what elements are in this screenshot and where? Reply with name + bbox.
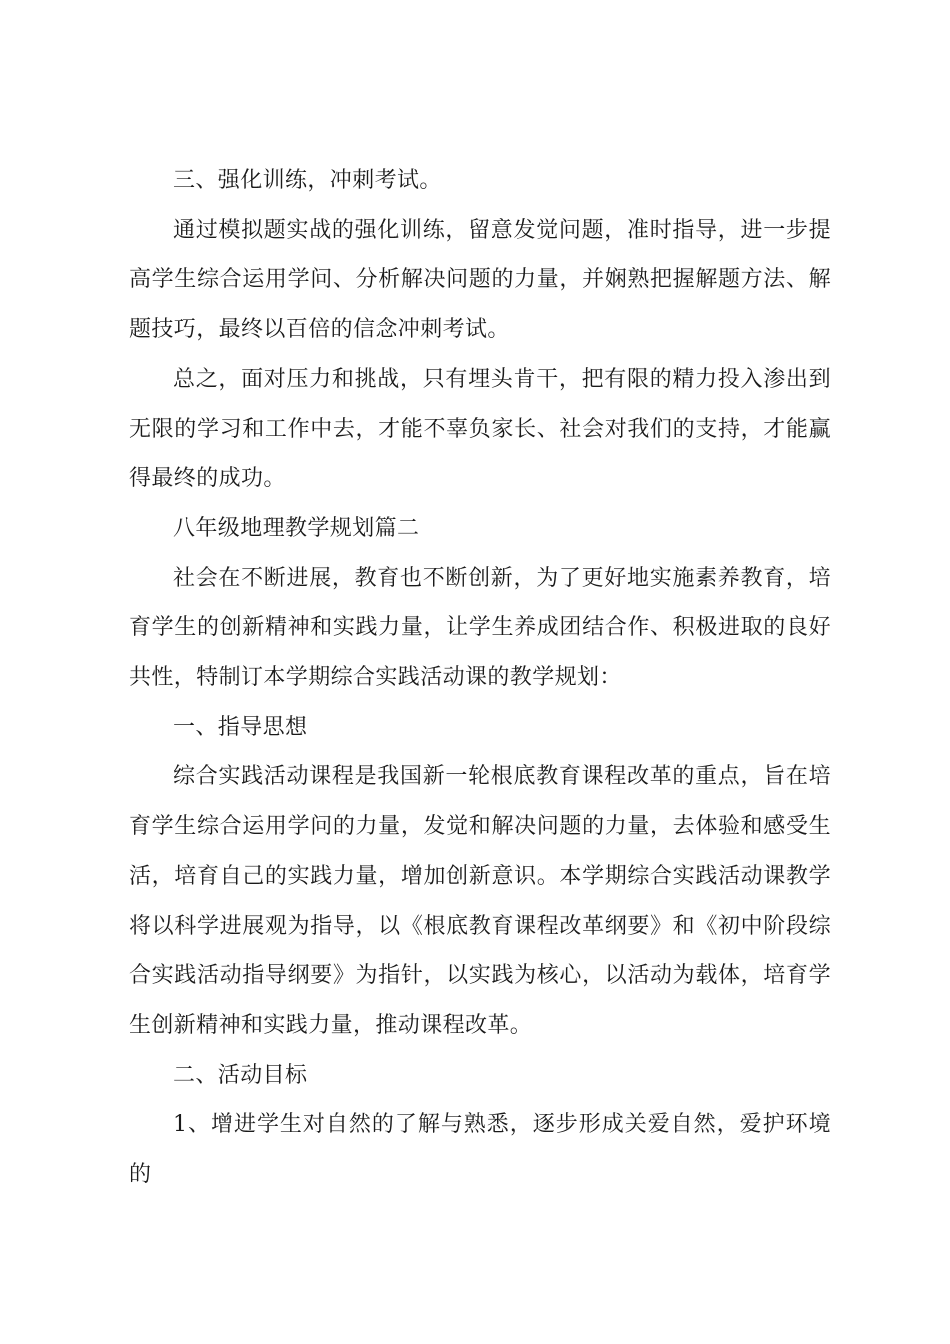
- article-title: 八年级地理教学规划篇二: [173, 515, 420, 541]
- body-paragraph: 社会在不断进展，教育也不断创新，为了更好地实施素养教育，培育学生的创新精神和实践力量，让学生养成团结合作、积极进取的良好共性，特制订本学期综合实践活动课的教学规划：: [129, 565, 831, 691]
- list-item: 1、增进学生对自然的了解与熟悉，逐步形成关爱自然，爱护环境的: [129, 1112, 831, 1188]
- section-heading-2: 二、活动目标: [173, 1062, 308, 1088]
- section-heading-3: 三、强化训练，冲刺考试。: [173, 168, 442, 193]
- body-paragraph: 总之，面对压力和挑战，只有埋头肯干，把有限的精力投入渗出到无限的学习和工作中去，才能不辜负家长、社会对我们的支持，才能赢得最终的成功。: [129, 366, 831, 492]
- body-paragraph: 综合实践活动课程是我国新一轮根底教育课程改革的重点，旨在培育学生综合运用学问的力量，发觉和解决问题的力量，去体验和感受生活，培育自己的实践力量，增加创新意识。本学期综合实践活动课教学将以科学进展观为指导，以《根底教育课程改革纲要》和《初中阶段综合实践活动指导纲要》为指针，以实践为核心，以活动为载体，培育学生创新精神和实践力量，推动课程改革。: [129, 764, 831, 1038]
- document-body: [129, 156, 831, 1200]
- body-paragraph: 通过模拟题实战的强化训练，留意发觉问题，准时指导，进一步提高学生综合运用学问、分析解决问题的力量，并娴熟把握解题方法、解题技巧，最终以百倍的信念冲刺考试。: [129, 217, 831, 343]
- section-heading-1: 一、指导思想: [173, 714, 308, 740]
